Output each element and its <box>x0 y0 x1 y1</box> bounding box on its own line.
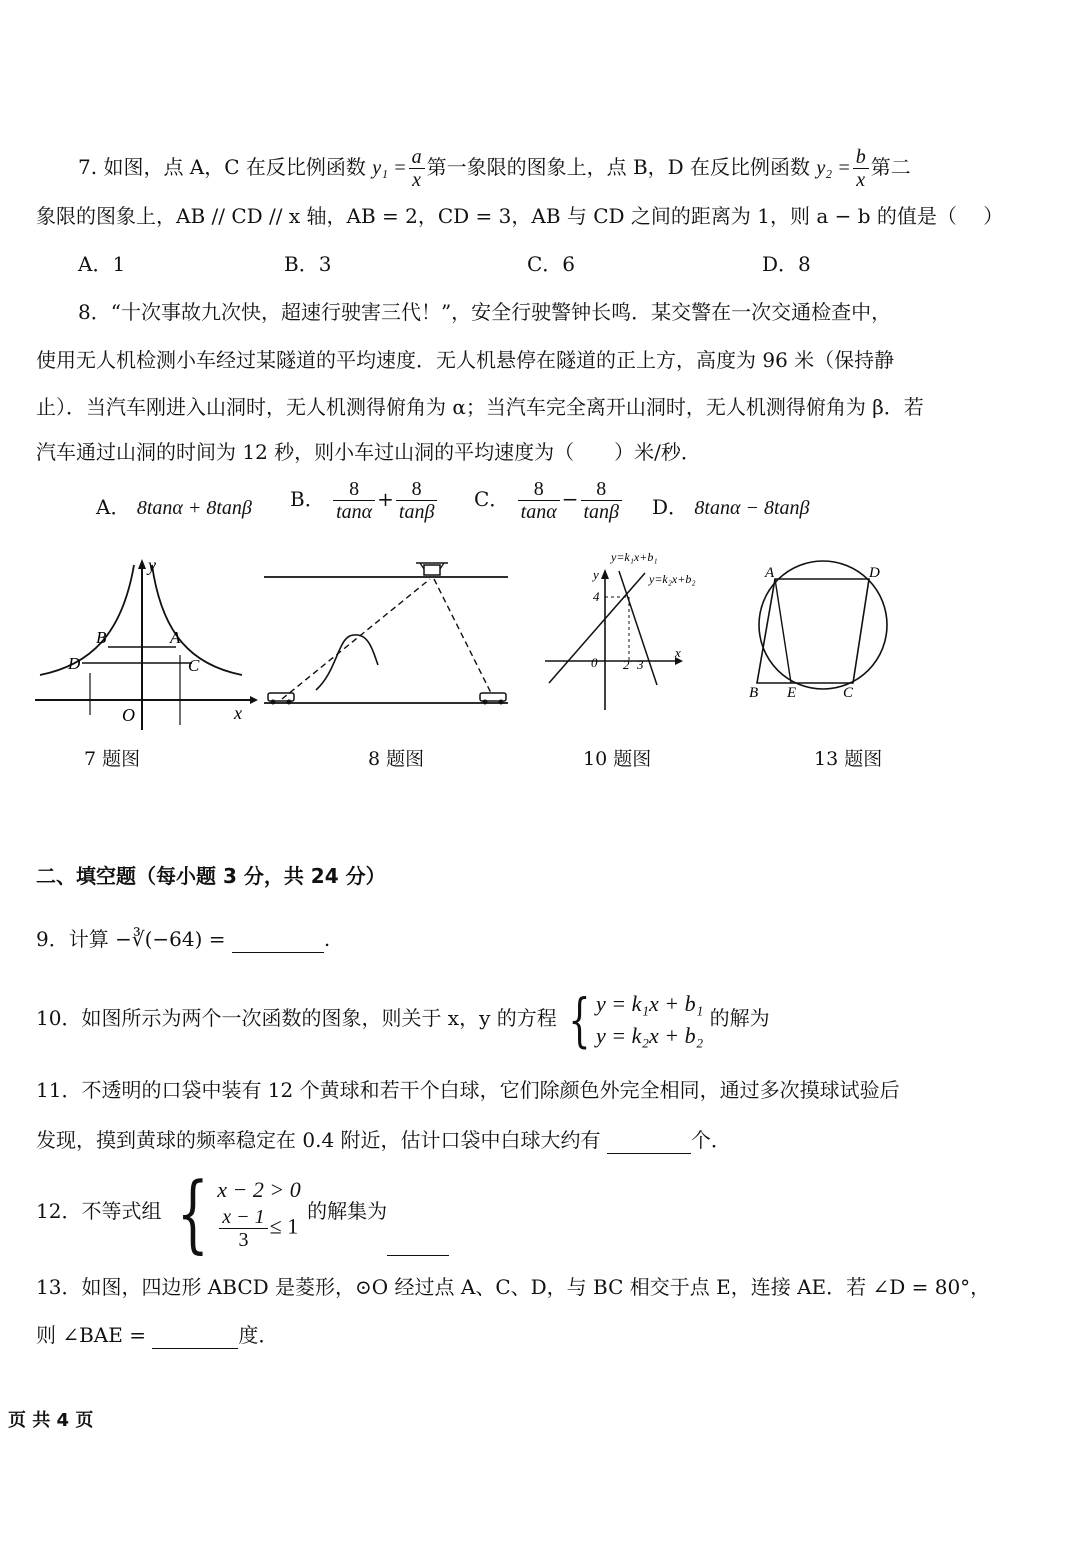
q7-frac2-den: x <box>856 169 866 191</box>
q7-option-d: D．8 <box>762 252 811 276</box>
f7-x-label: x <box>234 703 242 723</box>
q9-answer-blank[interactable] <box>232 930 324 953</box>
f13-point-c: C <box>843 685 854 701</box>
q11-line2-text: 发现，摸到黄球的频率稳定在 0.4 附近，估计口袋中白球大约有 <box>36 1128 601 1152</box>
f8-mountain <box>316 635 378 690</box>
q10-system <box>596 988 703 1052</box>
f8-sight-line-beta <box>434 579 492 695</box>
q13-line2-text: 则 ∠BAE = <box>36 1323 146 1347</box>
q8-line2: 使用无人机检测小车经过某隧道的平均速度．无人机悬停在隧道的正上方，高度为 96 米（保持静 <box>36 348 895 372</box>
q8-c-op: − <box>561 487 579 511</box>
f13-point-e: E <box>787 685 797 701</box>
q7-line1 <box>78 146 911 191</box>
q8-option-b-frac1 <box>333 478 375 523</box>
q8-b-num2: 8 <box>396 478 438 501</box>
f8-drone-icon <box>416 563 448 575</box>
q12-frac-num: x − 1 <box>219 1206 267 1229</box>
f10-caption: 10 题图 <box>583 748 652 770</box>
q10-tail: 的解为 <box>709 1006 770 1030</box>
f10-line2-label: y=k₂x+b₂ <box>649 572 696 586</box>
q7-text2: 第一象限的图象上，点 B，D 在反比例函数 <box>426 155 811 179</box>
q7-y2-label: y₂ = <box>816 157 851 179</box>
q7-line2: 象限的图象上，AB // CD // x 轴，AB = 2，CD = 3，AB 与 CD 之间的距离为 1，则 a − b 的值是（ ） <box>36 204 1004 228</box>
q10-text: 10．如图所示为两个一次函数的图象，则关于 x，y 的方程 <box>36 1006 557 1030</box>
q8-option-b-frac2 <box>396 478 438 523</box>
q9 <box>36 925 330 953</box>
f8-sight-line-alpha <box>282 579 430 699</box>
q8-option-a <box>96 493 252 522</box>
q12-fraction <box>219 1206 267 1251</box>
f7-origin-label: O <box>122 705 135 725</box>
f13-circle <box>759 561 887 689</box>
f8-caption: 8 题图 <box>368 748 425 770</box>
f10-tick-3: 3 <box>637 657 644 672</box>
q7-number: 7. <box>78 155 98 179</box>
q13-answer-blank[interactable] <box>152 1326 238 1349</box>
f10-line1-label: y=k₁x+b₁ <box>611 550 658 564</box>
q8-option-c-frac1 <box>518 478 560 523</box>
f13-point-d: D <box>869 565 880 581</box>
q12 <box>36 1163 449 1262</box>
q7-frac1 <box>409 146 425 191</box>
q10-eq1: y = k₁x + b₁ <box>596 990 704 1016</box>
f13-point-a: A <box>765 565 775 581</box>
f10-y-label: y <box>593 567 599 582</box>
q12-answer-blank[interactable] <box>387 1233 449 1256</box>
q12-ineq1: x − 2 > 0 <box>217 1177 301 1202</box>
f7-left-curve <box>40 565 134 675</box>
f10-tick-2: 2 <box>623 657 630 672</box>
q8-option-d-expr: 8tanα − 8tanβ <box>694 497 810 519</box>
q11-tail: 个． <box>690 1128 731 1152</box>
q8-option-b-label: B． <box>290 487 325 511</box>
q7-frac2 <box>853 146 869 191</box>
f13-rhombus <box>757 579 869 683</box>
q8-c-num2: 8 <box>581 478 623 501</box>
figure-7 <box>30 555 260 735</box>
f7-point-d: D <box>68 654 81 673</box>
q8-option-a-expr: 8tanα + 8tanβ <box>136 497 252 519</box>
q8-line1: 8．“十次事故九次快，超速行驶害三代！”，安全行驶警钟长鸣．某交警在一次交通检查中， <box>78 300 892 324</box>
f7-x-arrow <box>250 696 258 704</box>
q10-eq2: y = k₂x + b₂ <box>596 1022 704 1048</box>
f10-x-label: x <box>675 645 681 660</box>
q8-c-den2: tanβ <box>583 501 620 523</box>
q11-answer-blank[interactable] <box>607 1131 691 1154</box>
q12-brace: { <box>176 1163 209 1262</box>
q7-frac1-den: x <box>412 169 422 191</box>
q13-line2 <box>36 1321 278 1349</box>
q9-text: 9．计算 −∛(−64) = <box>36 927 226 951</box>
q8-option-b <box>290 478 439 523</box>
q12-tail: 的解集为 <box>307 1199 388 1223</box>
q12-ineq2-tail: ≤ 1 <box>269 1213 299 1239</box>
f7-point-a: A <box>170 628 181 647</box>
q8-b-den2: tanβ <box>398 501 435 523</box>
q8-b-den1: tanα <box>336 501 373 523</box>
q8-line3: 止）．当汽车刚进入山洞时，无人机测得俯角为 α；当汽车完全离开山洞时，无人机测得俯角为 β．若 <box>36 395 924 419</box>
q7-text1: 如图，点 A，C 在反比例函数 <box>103 155 366 179</box>
q13-tail: 度． <box>238 1323 279 1347</box>
q13-line1: 13．如图，四边形 ABCD 是菱形，⊙O 经过点 A、C、D，与 BC 相交于点 E，连接 AE．若 ∠D = 80°， <box>36 1275 991 1299</box>
f10-tick-4: 4 <box>593 589 600 604</box>
figure-13 <box>745 555 895 705</box>
figure-10 <box>535 545 705 715</box>
q7-text3: 第二 <box>870 155 911 179</box>
f13-point-b: B <box>749 685 759 701</box>
f13-segment-ae <box>775 579 791 683</box>
q12-system <box>217 1174 300 1251</box>
q8-option-c-frac2 <box>581 478 623 523</box>
q8-c-den1: tanα <box>520 501 557 523</box>
q8-option-d <box>652 493 809 522</box>
q8-option-c-label: C． <box>474 487 510 511</box>
q9-end: . <box>323 927 331 951</box>
q8-line4: 汽车通过山洞的时间为 12 秒，则小车过山洞的平均速度为（ ）米/秒． <box>36 440 701 464</box>
f7-caption: 7 题图 <box>84 748 141 770</box>
q11-line1: 11．不透明的口袋中装有 12 个黄球和若干个白球，它们除颜色外完全相同，通过多次摸球试验后 <box>36 1078 900 1102</box>
q7-option-b: B．3 <box>284 252 332 276</box>
q12-frac-den: 3 <box>238 1229 249 1251</box>
q8-b-op: + <box>377 487 394 511</box>
f13-caption: 13 题图 <box>814 748 883 770</box>
q10-brace: { <box>568 985 591 1054</box>
f7-point-b: B <box>96 628 107 647</box>
q7-frac1-num: a <box>409 146 425 169</box>
f7-point-c: C <box>188 656 200 675</box>
figure-8 <box>258 555 513 715</box>
section-2-title: 二、填空题（每小题 3 分，共 24 分） <box>36 864 386 888</box>
q11-line2 <box>36 1126 731 1154</box>
f7-y-arrow <box>138 559 146 569</box>
page-footer: 页 共 4 页 <box>8 1410 94 1431</box>
q7-option-c: C．6 <box>527 252 576 276</box>
q7-y1-label: y₁ = <box>372 157 407 179</box>
q8-option-c <box>474 478 624 523</box>
f10-origin-label: 0 <box>591 655 598 670</box>
q7-frac2-num: b <box>853 146 869 169</box>
f10-y-arrow <box>601 569 609 579</box>
q8-option-a-label: A． <box>96 495 131 519</box>
q10 <box>36 986 770 1052</box>
q12-ineq2 <box>217 1206 300 1251</box>
q8-option-d-label: D． <box>652 495 689 519</box>
q12-text: 12．不等式组 <box>36 1199 162 1223</box>
f7-y-label: y <box>148 555 156 575</box>
q8-b-num1: 8 <box>333 478 375 501</box>
q8-c-num1: 8 <box>518 478 560 501</box>
q7-option-a: A．1 <box>78 252 126 276</box>
